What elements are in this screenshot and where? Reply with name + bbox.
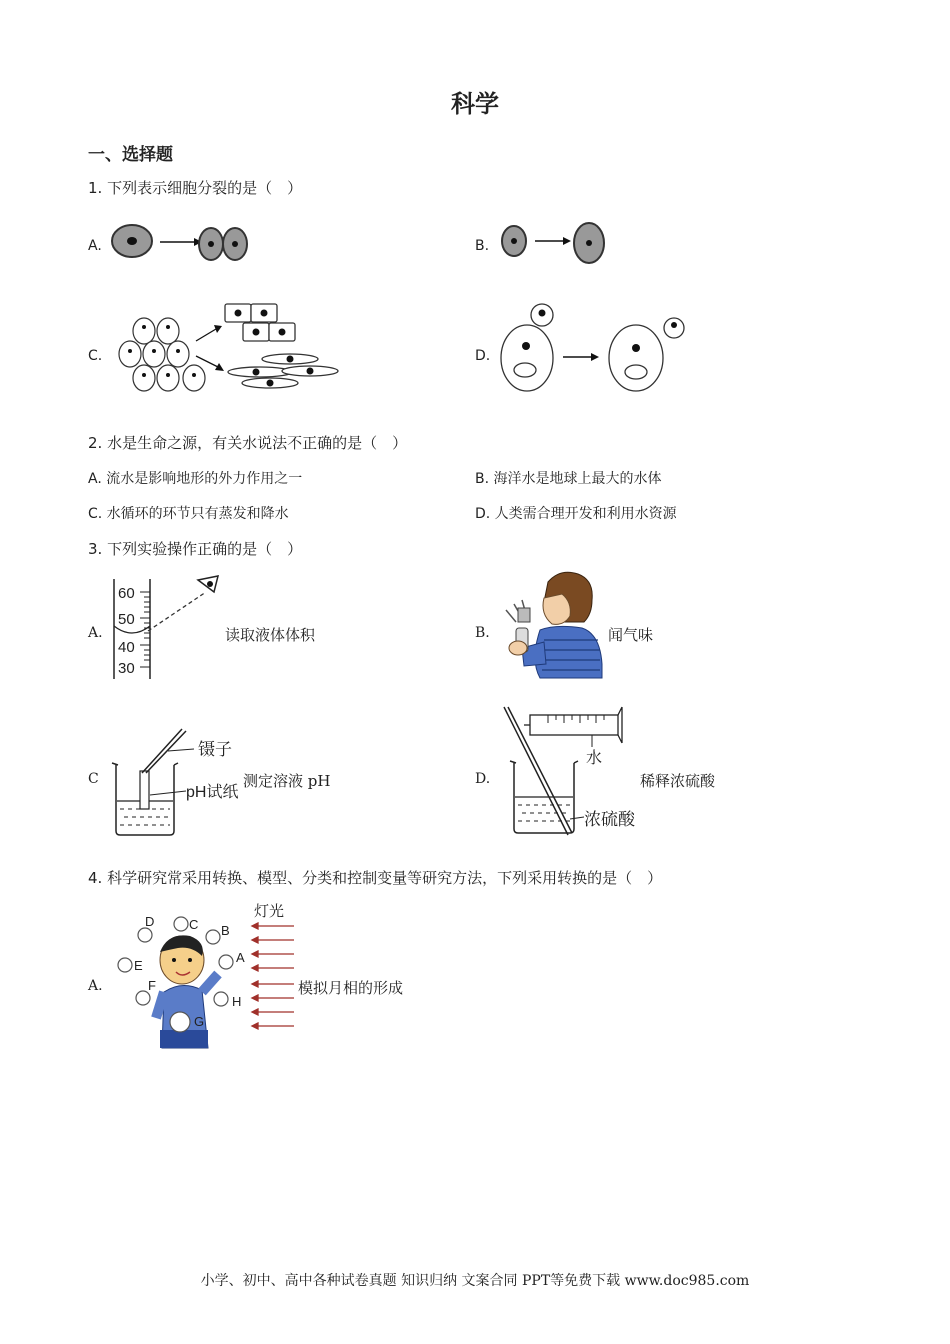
cylinder-tick-60: 60 — [118, 585, 135, 602]
question-3-stem: 3. 下列实验操作正确的是（ ） — [88, 540, 303, 558]
q1-option-b-figure — [497, 222, 612, 267]
section-heading: 一、选择题 — [88, 145, 173, 165]
moon-letter-h: H — [232, 994, 242, 1009]
page-title: 科学 — [451, 90, 499, 118]
q1-option-a-label: A. — [88, 238, 102, 254]
cylinder-tick-50: 50 — [118, 611, 135, 628]
cylinder-tick-40: 40 — [118, 639, 135, 656]
q1-option-d-figure — [495, 298, 695, 398]
ph-paper-label: pH试纸 — [186, 784, 239, 801]
q4-option-a-label: A. — [88, 978, 103, 994]
q1-option-d-label: D. — [475, 348, 491, 364]
question-2-stem: 2. 水是生命之源，有关水说法不正确的是（ ） — [88, 434, 408, 452]
water-label: 水 — [586, 750, 603, 767]
q2-option-a: A. 流水是影响地形的外力作用之一 — [88, 471, 303, 487]
q2-option-c: C. 水循环的环节只有蒸发和降水 — [88, 506, 289, 522]
q3-option-b-label: B. — [475, 625, 490, 641]
q4-caption-a: 模拟月相的形成 — [298, 979, 404, 997]
moon-letter-f: F — [148, 978, 156, 993]
question-1-stem: 1. 下列表示细胞分裂的是（ ） — [88, 179, 303, 197]
q3-option-a-label: A. — [88, 625, 103, 641]
q3-caption-d: 稀释浓硫酸 — [640, 772, 716, 790]
q3-option-c-label: C — [88, 771, 99, 787]
cylinder-tick-30: 30 — [118, 660, 135, 677]
page-footer: 小学、初中、高中各种试卷真题 知识归纳 文案合同 PPT等免费下载 www.doc985.com — [200, 1273, 750, 1289]
moon-letter-d: D — [145, 914, 155, 929]
moon-letter-b: B — [221, 923, 230, 938]
moon-letter-a: A — [236, 950, 245, 965]
q3-caption-b: 闻气味 — [608, 626, 654, 644]
acid-label: 浓硫酸 — [584, 810, 635, 829]
q1-option-c-figure — [110, 296, 345, 396]
moon-letter-e: E — [134, 958, 143, 973]
moon-letter-g: G — [194, 1014, 205, 1029]
q3-option-d-label: D. — [475, 771, 491, 787]
q3-option-b-smelling-figure — [500, 568, 605, 680]
q3-caption-c: 测定溶液 pH — [243, 772, 331, 790]
light-label: 灯光 — [254, 903, 285, 920]
q3-option-c-ph-figure — [108, 725, 243, 837]
q2-option-d: D. 人类需合理开发和利用水资源 — [475, 506, 677, 522]
q1-option-a-figure — [108, 222, 253, 267]
q3-caption-a: 读取液体体积 — [225, 626, 316, 644]
q2-option-b: B. 海洋水是地球上最大的水体 — [475, 471, 662, 487]
q4-option-a-moon-phase-figure — [112, 900, 300, 1050]
tweezers-label: 镊子 — [198, 740, 232, 759]
q3-option-d-dilution-figure — [498, 703, 643, 838]
q1-option-b-label: B. — [475, 238, 490, 254]
q3-option-a-cylinder-figure — [110, 574, 235, 684]
q1-option-c-label: C. — [88, 348, 103, 364]
moon-letter-c: C — [189, 917, 199, 932]
question-4-stem: 4. 科学研究常采用转换、模型、分类和控制变量等研究方法，下列采用转换的是（ ） — [88, 869, 663, 887]
